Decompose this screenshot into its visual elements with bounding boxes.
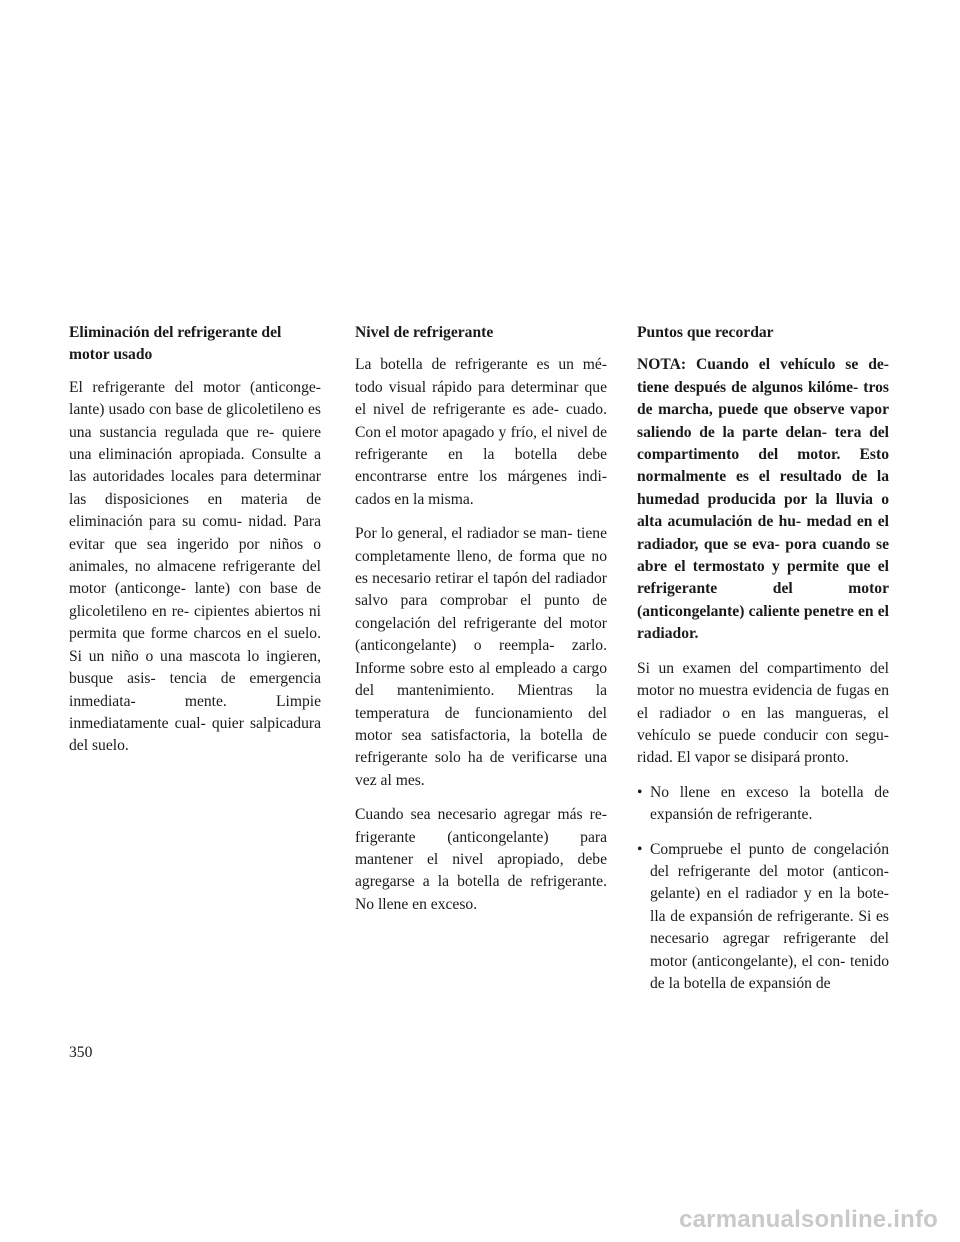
note-paragraph: NOTA: Cuando el vehículo se de- tiene después de algunos kilóme- tros de marcha, puede que observe vapor saliendo de la parte delan- tera del compartimento del motor. Esto normalmente es el resultado de la humedad producida por la lluvia o alta acumulación de hu- medad en el radiador, que se eva- pora cuando se abre el termostato y permite que el refrigerante del motor (anticongelante) caliente penetre en el radiador. — [637, 356, 889, 643]
bullet-icon: • — [637, 840, 643, 858]
page-number: 350 — [69, 1044, 93, 1061]
paragraph-engine-inspection: Si un examen del compartimento del motor no muestra evidencia de fugas en el radiador o en las mangueras, el vehículo se puede conducir con segu- ridad. El vapor se disipará pronto. — [637, 659, 889, 767]
bullet-list — [637, 782, 889, 996]
column-left — [69, 322, 321, 770]
column-right — [637, 322, 889, 1007]
section-heading-points-to-remember: Puntos que recordar — [637, 324, 774, 341]
list-item — [637, 782, 889, 827]
bullet-icon: • — [637, 783, 643, 801]
list-item-text: No llene en exceso la botella de expansión de refrigerante. — [650, 783, 889, 824]
list-item — [637, 839, 889, 996]
section-heading-coolant-level: Nivel de refrigerante — [355, 324, 494, 341]
paragraph-radiator-full: Por lo general, el radiador se man- tiene completamente lleno, de forma que no es necesario retirar el tapón del radiador salvo para comprobar el punto de congelación del refrigerante del motor (anticongelante) o reempla- zarlo. Informe sobre esto al empleado a cargo del mantenimiento. Mientras la temperatura de funcionamiento del motor sea satisfactoria, la botella de refrigerante solo ha de verificarse una vez al mes. — [355, 525, 607, 789]
list-item-text: Compruebe el punto de congelación del refrigerante del motor (anticon- gelante) en el radiador y en la bote- lla de expansión de refrigerante. Si es necesario agregar refrigerante del motor (anticongelante), el con- tenido de la botella de expansión de — [650, 840, 889, 992]
paragraph-coolant-disposal: El refrigerante del motor (anticonge- lante) usado con base de glicoletileno es una sustancia regulada que re- quiere una eliminación apropiada. Consulte a las autoridades locales para determinar las disposiciones en materia de eliminación para su comu- nidad. Para evitar que sea ingerido por niños o animales, no almacene refrigerante del motor (anticonge- lante) con base de glicoletileno en re- cipientes abiertos ni permita que forme charcos en el suelo. Si un niño o una mascota lo ingieren, busque asis- tencia de emergencia inmediata- mente. Limpie inmediatamente cual- quier salpicadura del suelo. — [69, 378, 321, 755]
section-heading-coolant-disposal: Eliminación del refrigerante del motor usado — [69, 324, 282, 364]
paragraph-add-coolant: Cuando sea necesario agregar más re- frigerante (anticongelante) para mantener el nivel apropiado, debe agregarse a la botella de refrigerante. No llene en exceso. — [355, 806, 607, 913]
watermark: carmanualsonline.info — [679, 1206, 938, 1233]
column-middle — [355, 322, 607, 928]
paragraph-coolant-bottle: La botella de refrigerante es un mé- todo visual rápido para determinar que el nivel de refrigerante es ade- cuado. Con el motor apagado y frío, el nivel de refrigerante en la botella debe encontrarse entre los márgenes indi- cados en la misma. — [355, 356, 607, 508]
